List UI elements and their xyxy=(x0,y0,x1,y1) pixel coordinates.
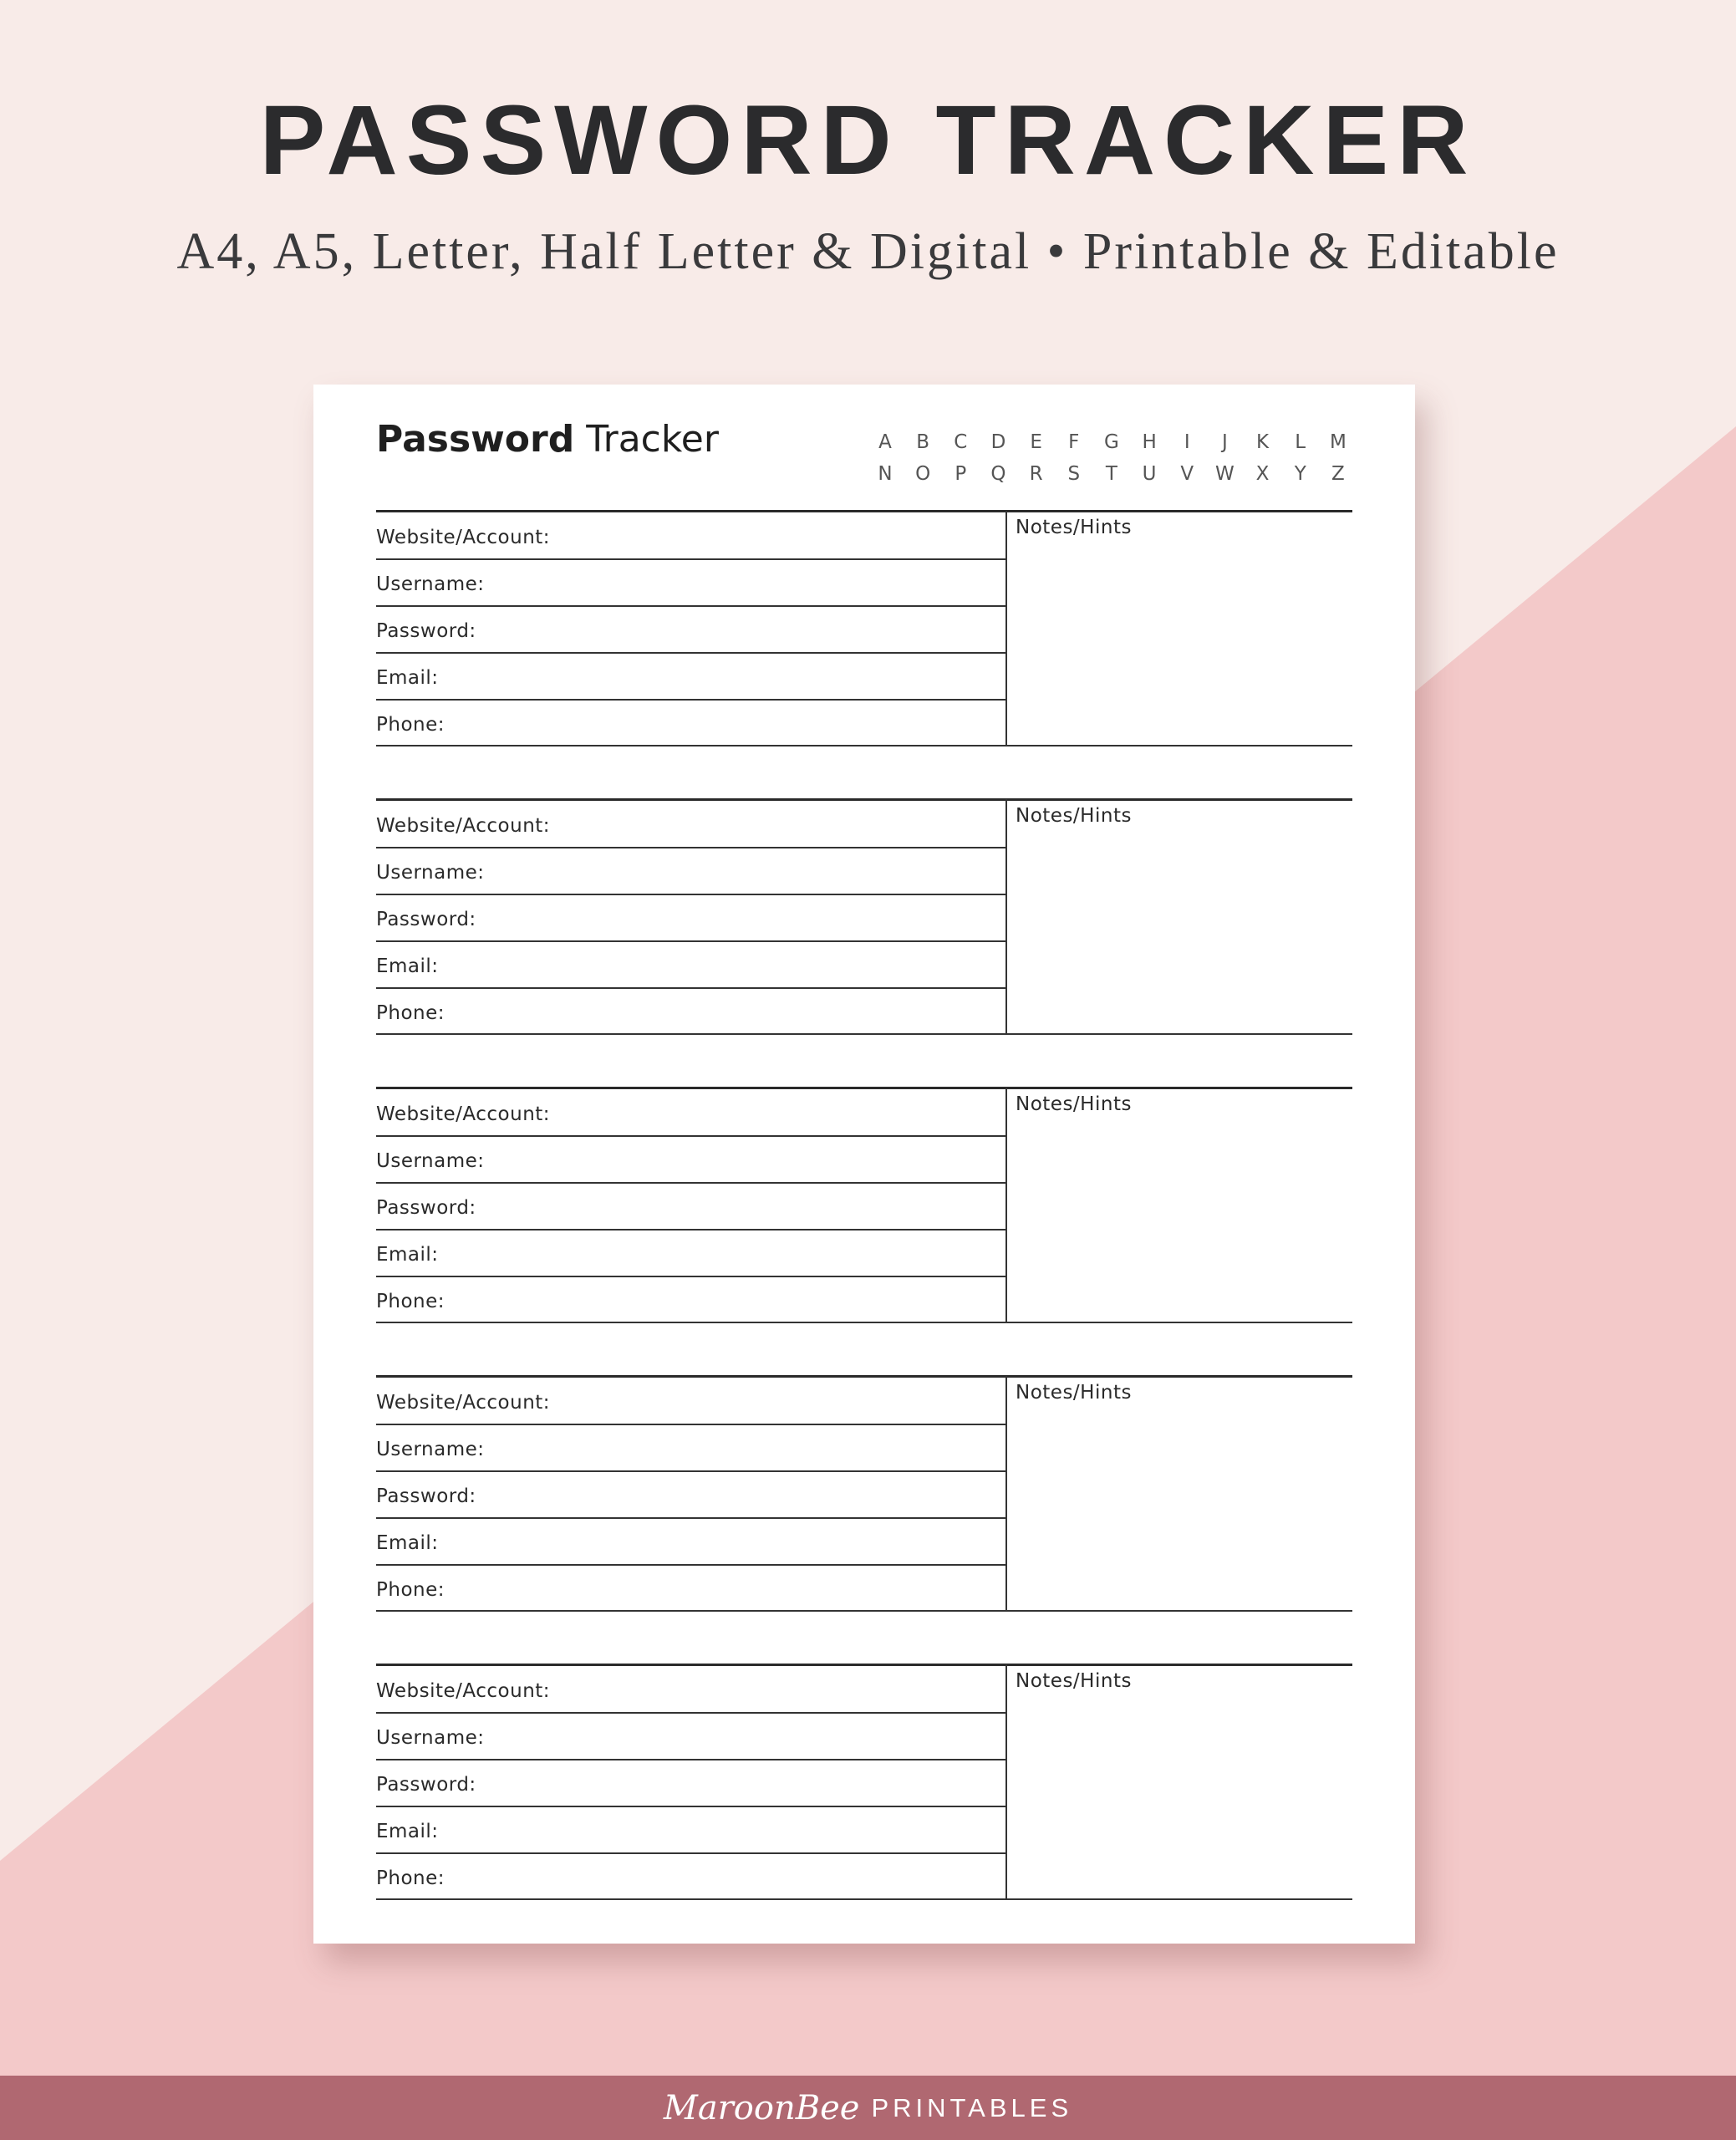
website-field[interactable] xyxy=(376,1665,1005,1714)
phone-label: Phone: xyxy=(376,1291,445,1312)
alphabet-tab[interactable]: A xyxy=(878,431,892,453)
entry-bottom-rule xyxy=(376,1610,1352,1612)
email-field[interactable] xyxy=(376,1229,1005,1277)
password-entry xyxy=(376,1375,1415,1612)
email-label: Email: xyxy=(376,955,439,977)
website-field[interactable] xyxy=(376,800,1005,848)
alphabet-tab[interactable]: O xyxy=(915,463,931,485)
password-field[interactable] xyxy=(376,1182,1005,1230)
password-entry xyxy=(376,1664,1415,1900)
alphabet-tab[interactable]: F xyxy=(1068,431,1080,453)
alphabet-tab[interactable]: T xyxy=(1105,463,1117,485)
alphabet-tab[interactable]: W xyxy=(1215,463,1235,485)
password-entry xyxy=(376,1087,1415,1323)
entry-column-divider xyxy=(1005,1664,1007,1900)
alphabet-tab[interactable]: C xyxy=(954,431,968,453)
password-label: Password: xyxy=(376,1485,476,1507)
page-title: PASSWORD TRACKER xyxy=(259,85,1477,196)
alphabet-tab[interactable]: X xyxy=(1255,463,1270,485)
email-field[interactable] xyxy=(376,1806,1005,1854)
phone-label: Phone: xyxy=(376,1002,445,1024)
page-subtitle: A4, A5, Letter, Half Letter & Digital • Printable & Editable xyxy=(176,223,1560,280)
phone-field[interactable] xyxy=(376,1276,1005,1322)
phone-label: Phone: xyxy=(376,714,445,736)
website-field[interactable] xyxy=(376,1377,1005,1425)
alphabet-tab[interactable]: E xyxy=(1030,431,1042,453)
brand-logo-script: MaroonBee xyxy=(663,2088,860,2127)
alphabet-tab[interactable]: N xyxy=(878,463,893,485)
alphabet-tab[interactable]: J xyxy=(1222,431,1228,453)
username-label: Username: xyxy=(376,1727,485,1749)
alphabet-tab[interactable]: B xyxy=(916,431,930,453)
notes-hints-label: Notes/Hints xyxy=(1016,517,1132,538)
password-field[interactable] xyxy=(376,1470,1005,1519)
phone-field[interactable] xyxy=(376,987,1005,1034)
sheet-title-regular: Tracker xyxy=(586,418,719,461)
website-field[interactable] xyxy=(376,512,1005,560)
website-label: Website/Account: xyxy=(376,1103,551,1125)
password-field[interactable] xyxy=(376,894,1005,942)
website-label: Website/Account: xyxy=(376,527,551,548)
sheet-title xyxy=(376,418,719,461)
username-label: Username: xyxy=(376,1150,485,1172)
alphabet-tab[interactable]: U xyxy=(1142,463,1157,485)
alphabet-tab[interactable]: H xyxy=(1142,431,1157,453)
email-field[interactable] xyxy=(376,1517,1005,1566)
email-label: Email: xyxy=(376,1532,439,1554)
alphabet-index-row-1 xyxy=(873,431,1350,453)
username-field[interactable] xyxy=(376,1712,1005,1760)
password-entry xyxy=(376,798,1415,1035)
entry-bottom-rule xyxy=(376,1898,1352,1900)
password-entry xyxy=(376,510,1415,746)
alphabet-tab[interactable]: Z xyxy=(1331,463,1345,485)
sheet-title-bold: Password xyxy=(376,418,575,461)
password-tracker-sheet xyxy=(313,385,1415,1944)
phone-field[interactable] xyxy=(376,699,1005,746)
alphabet-tab[interactable]: D xyxy=(990,431,1006,453)
brand-logo-wordmark: PRINTABLES xyxy=(871,2092,1073,2122)
entry-bottom-rule xyxy=(376,1322,1352,1323)
password-field[interactable] xyxy=(376,605,1005,654)
entry-bottom-rule xyxy=(376,1033,1352,1035)
email-label: Email: xyxy=(376,667,439,689)
entry-bottom-rule xyxy=(376,745,1352,746)
phone-label: Phone: xyxy=(376,1579,445,1601)
username-label: Username: xyxy=(376,1439,485,1460)
phone-field[interactable] xyxy=(376,1564,1005,1611)
username-field[interactable] xyxy=(376,847,1005,895)
alphabet-tab[interactable]: S xyxy=(1067,463,1081,485)
email-field[interactable] xyxy=(376,652,1005,701)
username-label: Username: xyxy=(376,862,485,884)
alphabet-index-row-2 xyxy=(873,463,1350,485)
email-field[interactable] xyxy=(376,940,1005,989)
phone-field[interactable] xyxy=(376,1852,1005,1899)
alphabet-tab[interactable]: V xyxy=(1180,463,1194,485)
website-label: Website/Account: xyxy=(376,815,551,837)
alphabet-tab[interactable]: K xyxy=(1256,431,1270,453)
username-label: Username: xyxy=(376,573,485,595)
brand-footer-bar xyxy=(0,2076,1736,2140)
username-field[interactable] xyxy=(376,558,1005,607)
alphabet-tab[interactable]: M xyxy=(1329,431,1347,453)
entry-column-divider xyxy=(1005,1088,1007,1323)
username-field[interactable] xyxy=(376,1424,1005,1472)
password-label: Password: xyxy=(376,1774,476,1796)
notes-hints-label: Notes/Hints xyxy=(1016,1093,1132,1115)
alphabet-tab[interactable]: Y xyxy=(1294,463,1306,485)
notes-hints-label: Notes/Hints xyxy=(1016,805,1132,827)
password-field[interactable] xyxy=(376,1759,1005,1807)
password-label: Password: xyxy=(376,1197,476,1219)
alphabet-tab[interactable]: L xyxy=(1295,431,1306,453)
email-label: Email: xyxy=(376,1244,439,1266)
password-label: Password: xyxy=(376,909,476,930)
website-label: Website/Account: xyxy=(376,1680,551,1702)
alphabet-tab[interactable]: Q xyxy=(990,463,1006,485)
password-label: Password: xyxy=(376,620,476,642)
website-field[interactable] xyxy=(376,1088,1005,1137)
phone-label: Phone: xyxy=(376,1867,445,1889)
entry-column-divider xyxy=(1005,511,1007,746)
notes-hints-label: Notes/Hints xyxy=(1016,1382,1132,1404)
username-field[interactable] xyxy=(376,1135,1005,1184)
website-label: Website/Account: xyxy=(376,1392,551,1414)
entry-column-divider xyxy=(1005,799,1007,1035)
alphabet-tab[interactable]: P xyxy=(955,463,967,485)
alphabet-tab[interactable]: I xyxy=(1184,431,1190,453)
entry-column-divider xyxy=(1005,1376,1007,1612)
alphabet-tab[interactable]: G xyxy=(1104,431,1119,453)
notes-hints-label: Notes/Hints xyxy=(1016,1670,1132,1692)
alphabet-tab[interactable]: R xyxy=(1029,463,1043,485)
email-label: Email: xyxy=(376,1821,439,1842)
